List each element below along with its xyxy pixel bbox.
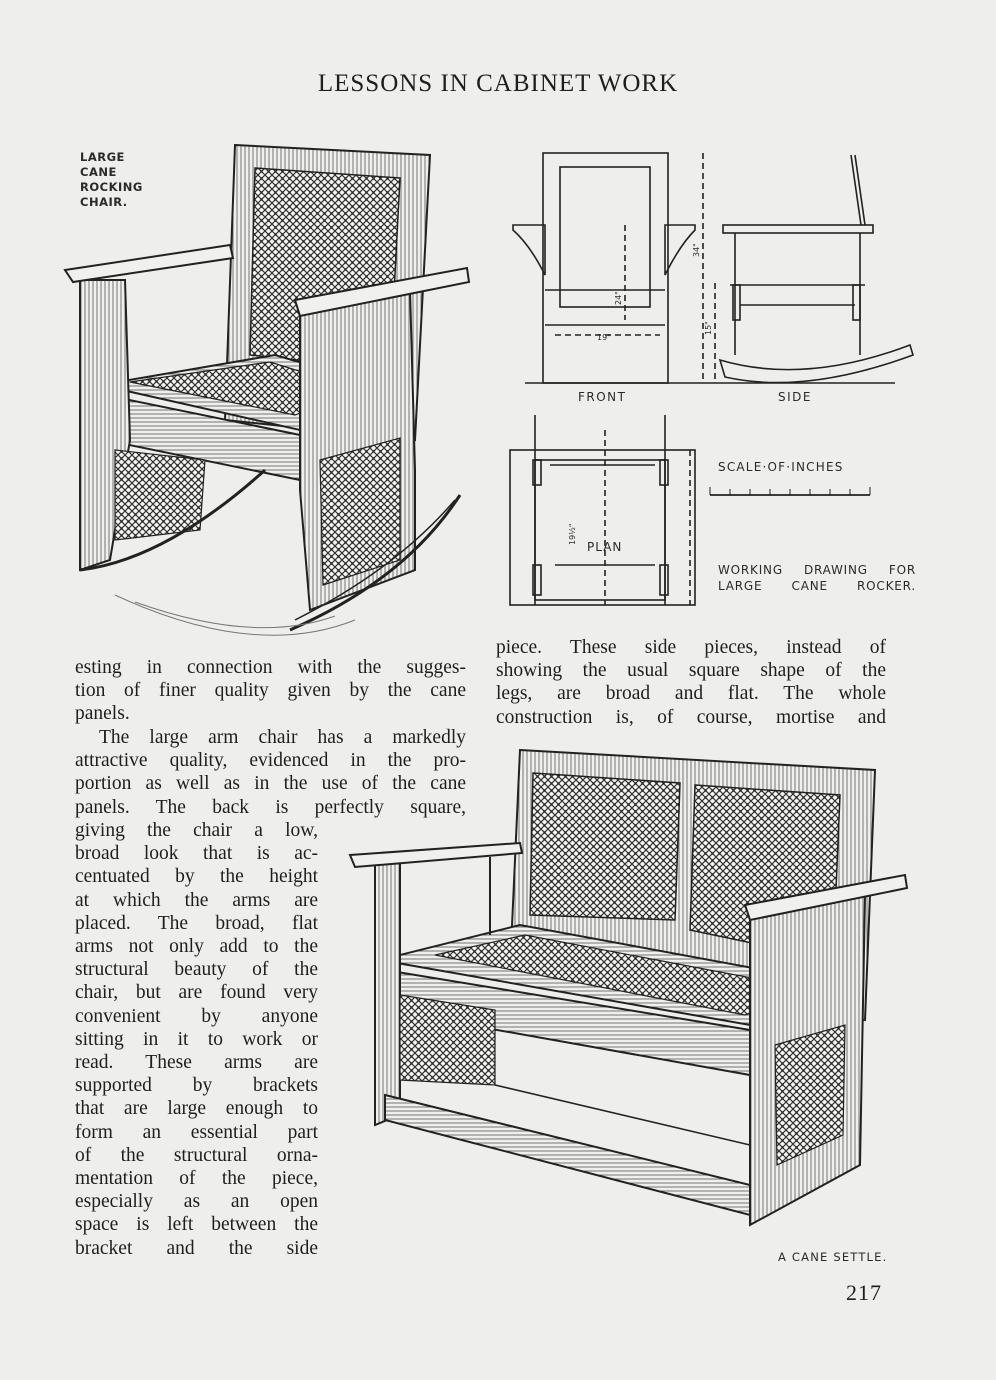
text-line: that are large enough to: [75, 1098, 318, 1120]
text-line: space is left between the: [75, 1214, 318, 1236]
page-number: 217: [846, 1280, 882, 1305]
text-line: giving the chair a low,: [75, 820, 318, 841]
text-line: supported by brackets: [75, 1075, 318, 1097]
rocking-chair-illustration: [55, 140, 475, 640]
settle-caption: A CANE SETTLE.: [778, 1250, 888, 1264]
caption-word: CANE: [791, 579, 828, 593]
text-line: construction is, of course, mortise and: [496, 706, 886, 728]
working-drawing: [505, 145, 920, 615]
side-label: SIDE: [778, 390, 812, 404]
text-line: legs, are broad and flat. The whole: [496, 683, 886, 705]
caption-word: LARGE: [718, 579, 763, 593]
settle-stretcher: [385, 1085, 750, 1215]
dimension-depth: 19½": [568, 523, 577, 545]
text-line: placed. The broad, flat: [75, 912, 318, 934]
text-line: esting in connection with the sugges-: [75, 657, 466, 678]
text-line: attractive quality, evidenced in the pro-: [75, 750, 466, 772]
caption-line: [718, 563, 916, 577]
working-drawing-caption: [718, 563, 916, 593]
scale-bar: [710, 487, 870, 495]
left-column-narrow: [75, 819, 318, 1260]
dimension-seat-height: 15": [704, 321, 713, 335]
chair-right-side: [295, 268, 469, 610]
text-line: panels. The back is perfectly square,: [75, 796, 466, 818]
text-line: broad look that is ac-: [75, 843, 318, 865]
text-line: tion of finer quality given by the cane: [75, 680, 466, 702]
scale-label: SCALE·OF·INCHES: [718, 460, 844, 474]
text-line: especially as an open: [75, 1191, 318, 1213]
caption-word: WORKING: [718, 563, 783, 577]
caption-line: [718, 579, 916, 593]
caption-line: ROCKING: [80, 180, 143, 194]
text-line: piece. These side pieces, instead of: [496, 637, 886, 658]
text-line: structural beauty of the: [75, 959, 318, 981]
front-label: FRONT: [578, 390, 627, 404]
right-column-top: [496, 636, 886, 729]
text-line: portion as well as in the use of the cane: [75, 773, 466, 795]
text-line: showing the usual square shape of the: [496, 660, 886, 682]
cane-settle-illustration: [345, 745, 915, 1235]
caption-line: LARGE: [80, 150, 125, 164]
text-line: of the structural orna-: [75, 1144, 318, 1166]
front-elevation: [513, 153, 715, 383]
text-line: sitting in it to work or: [75, 1028, 318, 1050]
caption-line: CHAIR.: [80, 195, 128, 209]
caption-word: FOR: [888, 563, 916, 577]
text-line: read. These arms are: [75, 1052, 318, 1074]
text-line: chair, but are found very: [75, 982, 318, 1004]
text-line: form an essential part: [75, 1121, 318, 1143]
caption-line: CANE: [80, 165, 117, 179]
text-line: The large arm chair has a markedly: [99, 727, 466, 748]
text-line: convenient by anyone: [75, 1005, 318, 1027]
caption-word: DRAWING: [803, 563, 868, 577]
text-line: at which the arms are: [75, 889, 318, 911]
text-line: panels.: [75, 703, 130, 725]
left-column-top: [75, 656, 466, 726]
plan-label: PLAN: [587, 540, 623, 554]
plan-view: [510, 415, 695, 605]
dimension-arm: 24": [614, 291, 623, 305]
dimension-height: 34": [692, 243, 701, 257]
side-elevation: [720, 155, 913, 383]
text-line: bracket and the side: [75, 1237, 318, 1259]
caption-word: ROCKER.: [857, 579, 916, 593]
text-line: arms not only add to the: [75, 936, 318, 958]
page-title: LESSONS IN CABINET WORK: [317, 70, 679, 97]
dimension-width: 19": [597, 333, 611, 342]
text-line: centuated by the height: [75, 866, 318, 888]
text-line: mentation of the piece,: [75, 1168, 318, 1190]
settle-right-side: [745, 875, 907, 1225]
